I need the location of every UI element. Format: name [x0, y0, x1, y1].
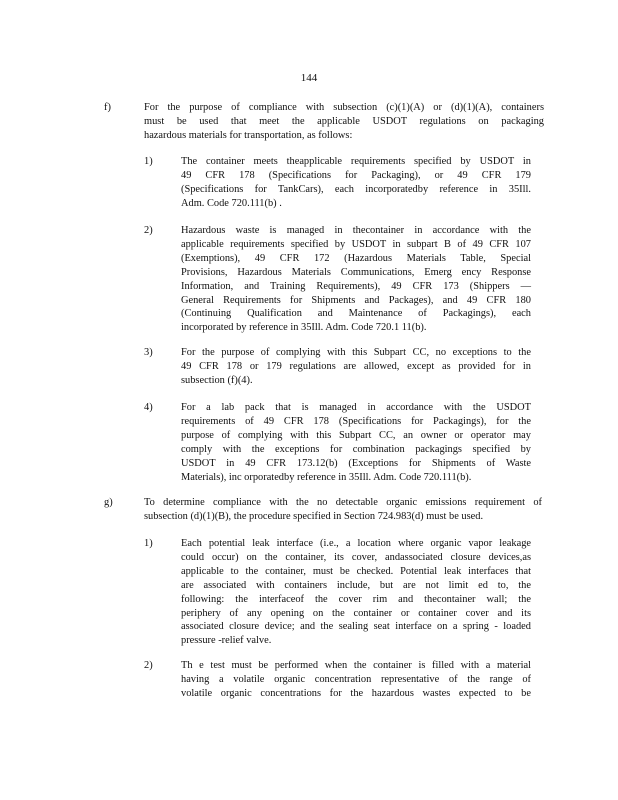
text-line: Th e test must be performed when the container is filled with a material	[181, 660, 531, 671]
text-line: incorporated by reference in 35Ill. Adm. Code 720.1 11(b).	[181, 322, 427, 334]
text-line: Each potential leak interface (i.e., a location where organic vapor leakage	[181, 538, 531, 549]
text-line: To determine compliance with the no detectable organic emissions requirement of	[144, 497, 542, 508]
text-line: subsection (d)(1)(B), the procedure specified in Section 724.983(d) must be used.	[144, 510, 484, 522]
text-line: must be used that meet the applicable USDOT regulations on packaging	[144, 115, 544, 127]
text-line: subsection (f)(4).	[181, 374, 253, 386]
text-line: (Specifications for TankCars), each incorporatedby reference in 35Ill.	[181, 183, 531, 195]
text-line: For the purpose of complying with this Subpart CC, no exceptions to the	[181, 347, 531, 358]
subsection-g-1-label: 1)	[144, 538, 153, 549]
subsection-f-4-label: 4)	[144, 402, 153, 413]
section-g-label: g)	[104, 497, 113, 508]
text-line: 49 CFR 178 or 179 regulations are allowed, except as provided for in	[181, 360, 531, 372]
text-line: Adm. Code 720.111(b) .	[181, 197, 282, 209]
text-line: applicable requirements specified by USDOT in subpart B of 49 CFR 107	[181, 238, 531, 250]
text-line: associated closure device; and the sealing seat interface on a spring - loaded	[181, 621, 531, 633]
text-line: requirements of 49 CFR 178 (Specifications for Packagings), for the	[181, 415, 531, 427]
text-line: For a lab pack that is managed in accordance with the USDOT	[181, 402, 531, 413]
text-line: comply with the exceptions for combination packagings specified by	[181, 443, 531, 455]
text-line: For the purpose of compliance with subsection (c)(1)(A) or (d)(1)(A), containers	[144, 102, 544, 113]
text-line: pressure -relief valve.	[181, 635, 272, 647]
text-line: having a volatile organic concentration representative of the range of	[181, 673, 531, 685]
subsection-f-3-label: 3)	[144, 347, 153, 358]
text-line: 49 CFR 178 (Specifications for Packaging), or 49 CFR 179	[181, 169, 531, 181]
subsection-f-1-text	[181, 155, 531, 211]
subsection-f-2-text	[181, 224, 531, 335]
subsection-g-2-text	[181, 659, 531, 701]
text-line: Hazardous waste is managed in thecontainer in accordance with the	[181, 225, 531, 236]
subsection-f-4-text	[181, 401, 531, 484]
text-line: (Exemptions), 49 CFR 172 (Hazardous Materials Table, Special	[181, 252, 531, 264]
subsection-f-1-label: 1)	[144, 156, 153, 167]
text-line: purpose of complying with this Subpart CC, an owner or operator may	[181, 429, 531, 441]
text-line: USDOT in 49 CFR 173.12(b) (Exceptions for Shipments of Waste	[181, 457, 531, 469]
section-f-text	[144, 101, 544, 143]
subsection-g-2-label: 2)	[144, 660, 153, 671]
text-line: applicable to the container, must be checked. Potential leak interfaces that	[181, 565, 531, 577]
text-line: hazardous materials for transportation, as follows:	[144, 129, 353, 141]
text-line: Provisions, Hazardous Materials Communications, Emerg ency Response	[181, 266, 531, 278]
text-line: Information, and Training Requirements), 49 CFR 173 (Shippers —	[181, 280, 531, 292]
page-number: 144	[300, 72, 318, 84]
subsection-g-1-text	[181, 537, 531, 648]
text-line: General Requirements for Shipments and Packages), and 49 CFR 180	[181, 294, 531, 306]
section-g-text	[144, 496, 542, 524]
section-f-label: f)	[104, 102, 111, 113]
text-line: (Continuing Qualification and Maintenance of Packagings), each	[181, 308, 531, 320]
text-line: are associated with containers include, but are not limit ed to, the	[181, 579, 531, 591]
subsection-f-2-label: 2)	[144, 225, 153, 236]
text-line: could occur) on the container, its cover, andassociated closure devices,as	[181, 551, 531, 563]
text-line: following: the interfaceof the cover rim and thecontainer wall; the	[181, 593, 531, 605]
text-line: periphery of any opening on the container or container cover and its	[181, 607, 531, 619]
text-line: volatile organic concentrations for the hazardous wastes expected to be	[181, 687, 531, 699]
subsection-f-3-text	[181, 346, 531, 388]
text-line: Materials), inc orporatedby reference in 35Ill. Adm. Code 720.111(b).	[181, 471, 472, 483]
text-line: The container meets theapplicable requirements specified by USDOT in	[181, 156, 531, 167]
